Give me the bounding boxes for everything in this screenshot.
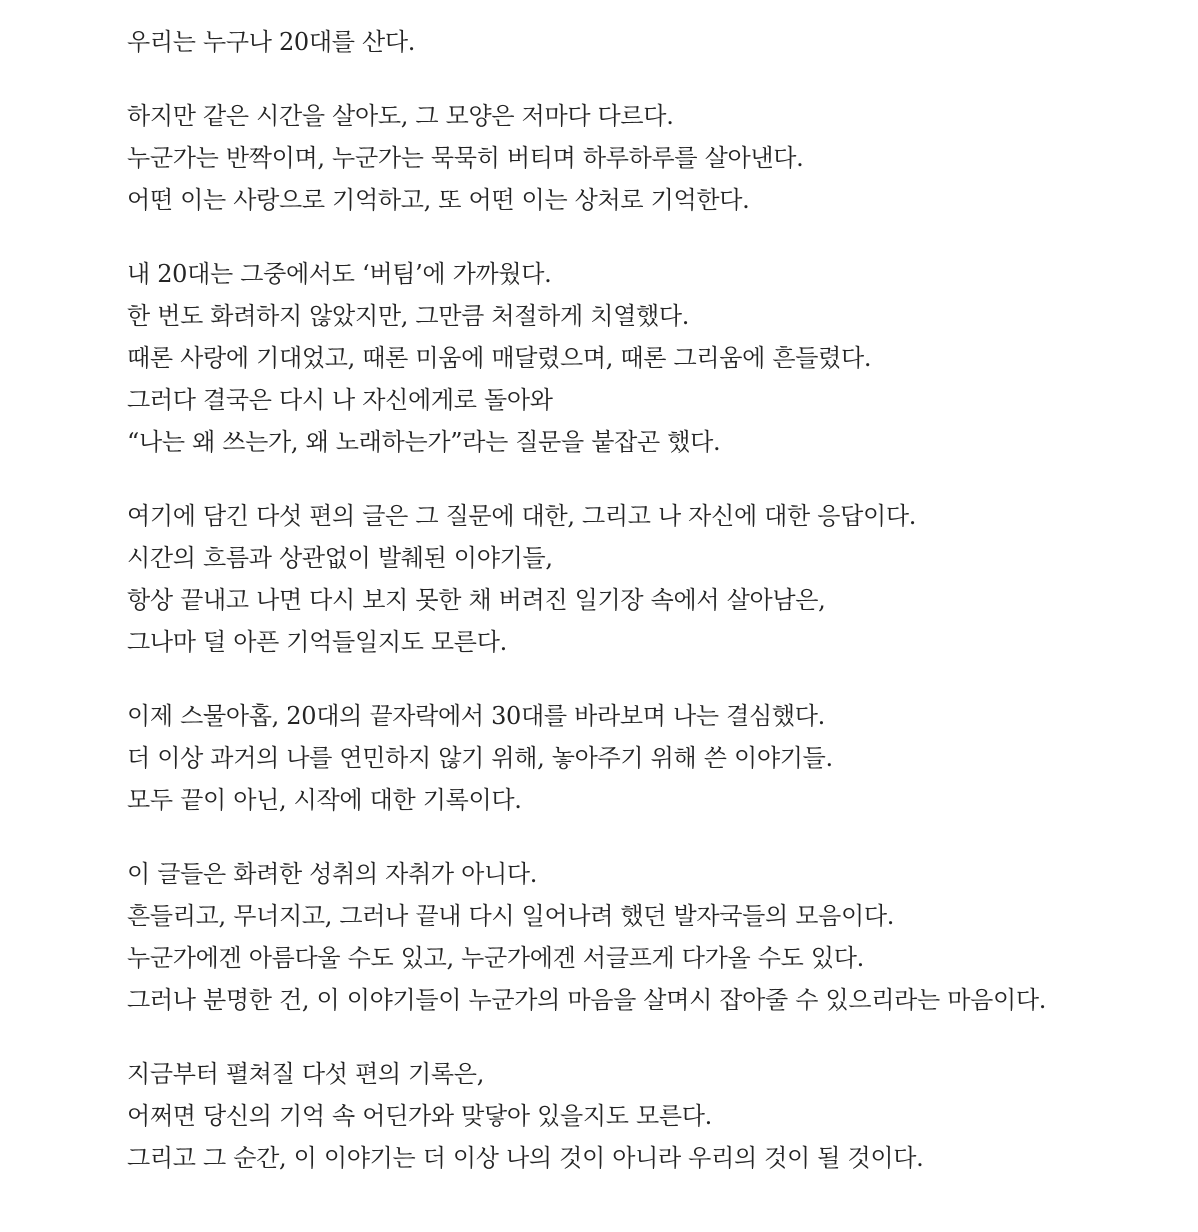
text-line: 내 20대는 그중에서도 ‘버팀’에 가까웠다. <box>127 260 552 288</box>
text-line: 여기에 담긴 다섯 편의 글은 그 질문에 대한, 그리고 나 자신에 대한 응답이다. <box>127 502 917 530</box>
paragraph <box>127 695 1177 821</box>
paragraph <box>127 1053 1177 1179</box>
text-line: 시간의 흐름과 상관없이 발췌된 이야기들, <box>127 544 553 572</box>
text-line: 그러다 결국은 다시 나 자신에게로 돌아와 <box>127 386 553 414</box>
text-line: 흔들리고, 무너지고, 그러나 끝내 다시 일어나려 했던 발자국들의 모음이다. <box>127 902 895 930</box>
text-line: 항상 끝내고 나면 다시 보지 못한 채 버려진 일기장 속에서 살아남은, <box>127 586 826 614</box>
text-line: 어쩌면 당신의 기억 속 어딘가와 맞닿아 있을지도 모른다. <box>127 1102 712 1130</box>
text-line: 모두 끝이 아닌, 시작에 대한 기록이다. <box>127 786 522 814</box>
paragraph <box>127 853 1177 1021</box>
text-line: 이 글들은 화려한 성취의 자취가 아니다. <box>127 860 538 888</box>
text-line: 그나마 덜 아픈 기억들일지도 모른다. <box>127 628 507 656</box>
text-line: 그리고 그 순간, 이 이야기는 더 이상 나의 것이 아니라 우리의 것이 될 것이다. <box>127 1144 924 1172</box>
paragraph <box>127 21 1177 63</box>
text-line: 때론 사랑에 기대었고, 때론 미움에 매달렸으며, 때론 그리움에 흔들렸다. <box>127 344 872 372</box>
text-line: 하지만 같은 시간을 살아도, 그 모양은 저마다 다르다. <box>127 102 674 130</box>
text-line: 어떤 이는 사랑으로 기억하고, 또 어떤 이는 상처로 기억한다. <box>127 186 750 214</box>
text-line: 우리는 누구나 20대를 산다. <box>127 28 416 56</box>
text-line: 지금부터 펼쳐질 다섯 편의 기록은, <box>127 1060 485 1088</box>
paragraph <box>127 95 1177 221</box>
text-line: 이제 스물아홉, 20대의 끝자락에서 30대를 바라보며 나는 결심했다. <box>127 702 825 730</box>
text-line: 누군가에겐 아름다울 수도 있고, 누군가에겐 서글프게 다가올 수도 있다. <box>127 944 864 972</box>
text-line: 그러나 분명한 건, 이 이야기들이 누군가의 마음을 살며시 잡아줄 수 있으리라는 마음이다. <box>127 986 1047 1014</box>
text-line: 누군가는 반짝이며, 누군가는 묵묵히 버티며 하루하루를 살아낸다. <box>127 144 804 172</box>
article-body <box>127 21 1177 1211</box>
text-line: 더 이상 과거의 나를 연민하지 않기 위해, 놓아주기 위해 쓴 이야기들. <box>127 744 833 772</box>
paragraph <box>127 253 1177 463</box>
text-line: “나는 왜 쓰는가, 왜 노래하는가”라는 질문을 붙잡곤 했다. <box>127 428 721 456</box>
paragraph <box>127 495 1177 663</box>
text-line: 한 번도 화려하지 않았지만, 그만큼 처절하게 치열했다. <box>127 302 690 330</box>
